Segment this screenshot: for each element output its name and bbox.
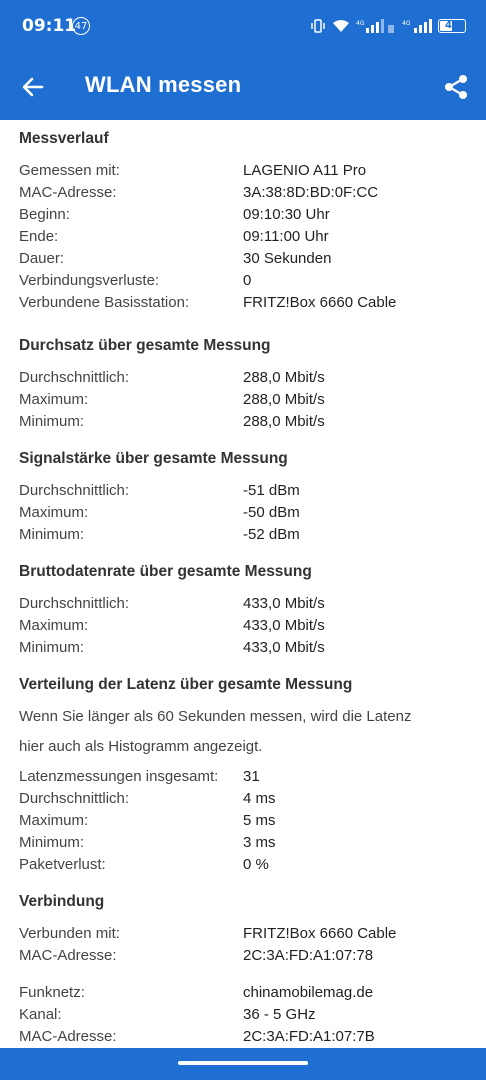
row-value: 433,0 Mbit/s bbox=[243, 595, 325, 612]
row-verbunden-mit bbox=[19, 925, 479, 947]
row-label: Durchschnittlich: bbox=[19, 369, 130, 386]
row-label: Durchschnittlich: bbox=[19, 482, 130, 499]
section-title-messverlauf: Messverlauf bbox=[19, 130, 109, 147]
row-value: 4 ms bbox=[243, 790, 276, 807]
section-title-verbindung: Verbindung bbox=[19, 893, 105, 910]
row-label: Gemessen mit: bbox=[19, 162, 120, 179]
row-gemessen-mit bbox=[19, 162, 479, 184]
row-label: Maximum: bbox=[19, 617, 89, 634]
row-paketverlust bbox=[19, 856, 479, 878]
back-arrow-icon[interactable] bbox=[20, 74, 46, 100]
row-beginn bbox=[19, 206, 479, 228]
row-kanal bbox=[19, 1006, 479, 1028]
wifi-icon bbox=[332, 19, 350, 33]
row-value: 2C:3A:FD:A1:07:78 bbox=[243, 947, 374, 964]
battery-icon: 47 bbox=[438, 19, 466, 33]
status-time: 09:11 bbox=[22, 16, 77, 36]
row-value: 288,0 Mbit/s bbox=[243, 413, 325, 430]
row-label: Funknetz: bbox=[19, 984, 85, 1001]
app-bar bbox=[0, 54, 486, 120]
row-label: Maximum: bbox=[19, 504, 89, 521]
row-funknetz bbox=[19, 984, 479, 1006]
status-bar bbox=[0, 0, 486, 54]
row-value: -50 dBm bbox=[243, 504, 300, 521]
row-value: -51 dBm bbox=[243, 482, 300, 499]
row-signal-max bbox=[19, 504, 479, 526]
row-label: Minimum: bbox=[19, 639, 85, 656]
row-basisstation bbox=[19, 294, 479, 316]
row-value: FRITZ!Box 6660 Cable bbox=[243, 925, 397, 942]
row-label: Beginn: bbox=[19, 206, 70, 223]
row-label: MAC-Adresse: bbox=[19, 1028, 117, 1045]
row-value: 5 ms bbox=[243, 812, 276, 829]
row-signal-min bbox=[19, 526, 479, 548]
signal-2-icon bbox=[402, 19, 432, 33]
row-dauer bbox=[19, 250, 479, 272]
row-label: Kanal: bbox=[19, 1006, 62, 1023]
row-value: 433,0 Mbit/s bbox=[243, 617, 325, 634]
row-durchsatz-max bbox=[19, 391, 479, 413]
row-label: Latenzmessungen insgesamt: bbox=[19, 768, 219, 785]
latency-note-line-2: hier auch als Histogramm angezeigt. bbox=[19, 738, 263, 755]
row-latenz-min bbox=[19, 834, 479, 856]
row-label: MAC-Adresse: bbox=[19, 947, 117, 964]
row-value: 288,0 Mbit/s bbox=[243, 369, 325, 386]
row-value: -52 dBm bbox=[243, 526, 300, 543]
row-value: 433,0 Mbit/s bbox=[243, 639, 325, 656]
vibrate-icon bbox=[310, 19, 326, 33]
row-label: Verbundene Basisstation: bbox=[19, 294, 190, 311]
measurement-report[interactable] bbox=[0, 120, 486, 1048]
row-signal-avg bbox=[19, 482, 479, 504]
row-value: 36 - 5 GHz bbox=[243, 1006, 316, 1023]
row-value: 3 ms bbox=[243, 834, 276, 851]
row-label: Minimum: bbox=[19, 834, 85, 851]
row-label: Paketverlust: bbox=[19, 856, 106, 873]
row-label: MAC-Adresse: bbox=[19, 184, 117, 201]
section-title-durchsatz: Durchsatz über gesamte Messung bbox=[19, 337, 271, 354]
row-latenz-count bbox=[19, 768, 479, 790]
row-value: 30 Sekunden bbox=[243, 250, 332, 267]
row-label: Durchschnittlich: bbox=[19, 790, 130, 807]
row-latenz-avg bbox=[19, 790, 479, 812]
row-value: 09:10:30 Uhr bbox=[243, 206, 330, 223]
row-label: Verbunden mit: bbox=[19, 925, 120, 942]
row-label: Dauer: bbox=[19, 250, 65, 267]
row-value: 0 % bbox=[243, 856, 269, 873]
row-mac-adresse-station bbox=[19, 947, 479, 969]
row-label: Ende: bbox=[19, 228, 59, 245]
system-icons bbox=[310, 16, 466, 36]
section-title-signalstaerke: Signalstärke über gesamte Messung bbox=[19, 450, 288, 467]
row-value: LAGENIO A11 Pro bbox=[243, 162, 367, 179]
row-label: Minimum: bbox=[19, 413, 85, 430]
row-value: 288,0 Mbit/s bbox=[243, 391, 325, 408]
row-label: Maximum: bbox=[19, 391, 89, 408]
row-durchsatz-avg bbox=[19, 369, 479, 391]
row-label: Verbindungsverluste: bbox=[19, 272, 160, 289]
row-value: 3A:38:8D:BD:0F:CC bbox=[243, 184, 379, 201]
row-durchsatz-min bbox=[19, 413, 479, 435]
row-ende bbox=[19, 228, 479, 250]
row-verbindungsverluste bbox=[19, 272, 479, 294]
notification-count-badge: 47 bbox=[72, 17, 90, 35]
signal-icon bbox=[356, 19, 396, 33]
svg-text:4G: 4G bbox=[402, 20, 411, 27]
page-title: WLAN messen bbox=[85, 72, 242, 97]
section-title-latenz: Verteilung der Latenz über gesamte Messung bbox=[19, 676, 353, 693]
row-value: chinamobilemag.de bbox=[243, 984, 374, 1001]
section-title-bruttodatenrate: Bruttodatenrate über gesamte Messung bbox=[19, 563, 312, 580]
row-value: 31 bbox=[243, 768, 260, 785]
row-brutto-avg bbox=[19, 595, 479, 617]
latency-note-line-1: Wenn Sie länger als 60 Sekunden messen, wird die Latenz bbox=[19, 708, 412, 725]
row-label: Durchschnittlich: bbox=[19, 595, 130, 612]
row-value: 0 bbox=[243, 272, 252, 289]
share-icon[interactable] bbox=[442, 73, 470, 101]
svg-text:4G: 4G bbox=[356, 20, 365, 27]
row-mac-adresse-funk bbox=[19, 1028, 479, 1048]
row-label: Minimum: bbox=[19, 526, 85, 543]
row-brutto-min bbox=[19, 639, 479, 661]
row-value: 09:11:00 Uhr bbox=[243, 228, 329, 245]
home-gesture-handle[interactable] bbox=[178, 1061, 308, 1065]
row-value: 2C:3A:FD:A1:07:7B bbox=[243, 1028, 375, 1045]
row-label: Maximum: bbox=[19, 812, 89, 829]
navigation-bar bbox=[0, 1048, 486, 1080]
row-latenz-max bbox=[19, 812, 479, 834]
row-brutto-max bbox=[19, 617, 479, 639]
row-value: FRITZ!Box 6660 Cable bbox=[243, 294, 397, 311]
row-mac-adresse bbox=[19, 184, 479, 206]
